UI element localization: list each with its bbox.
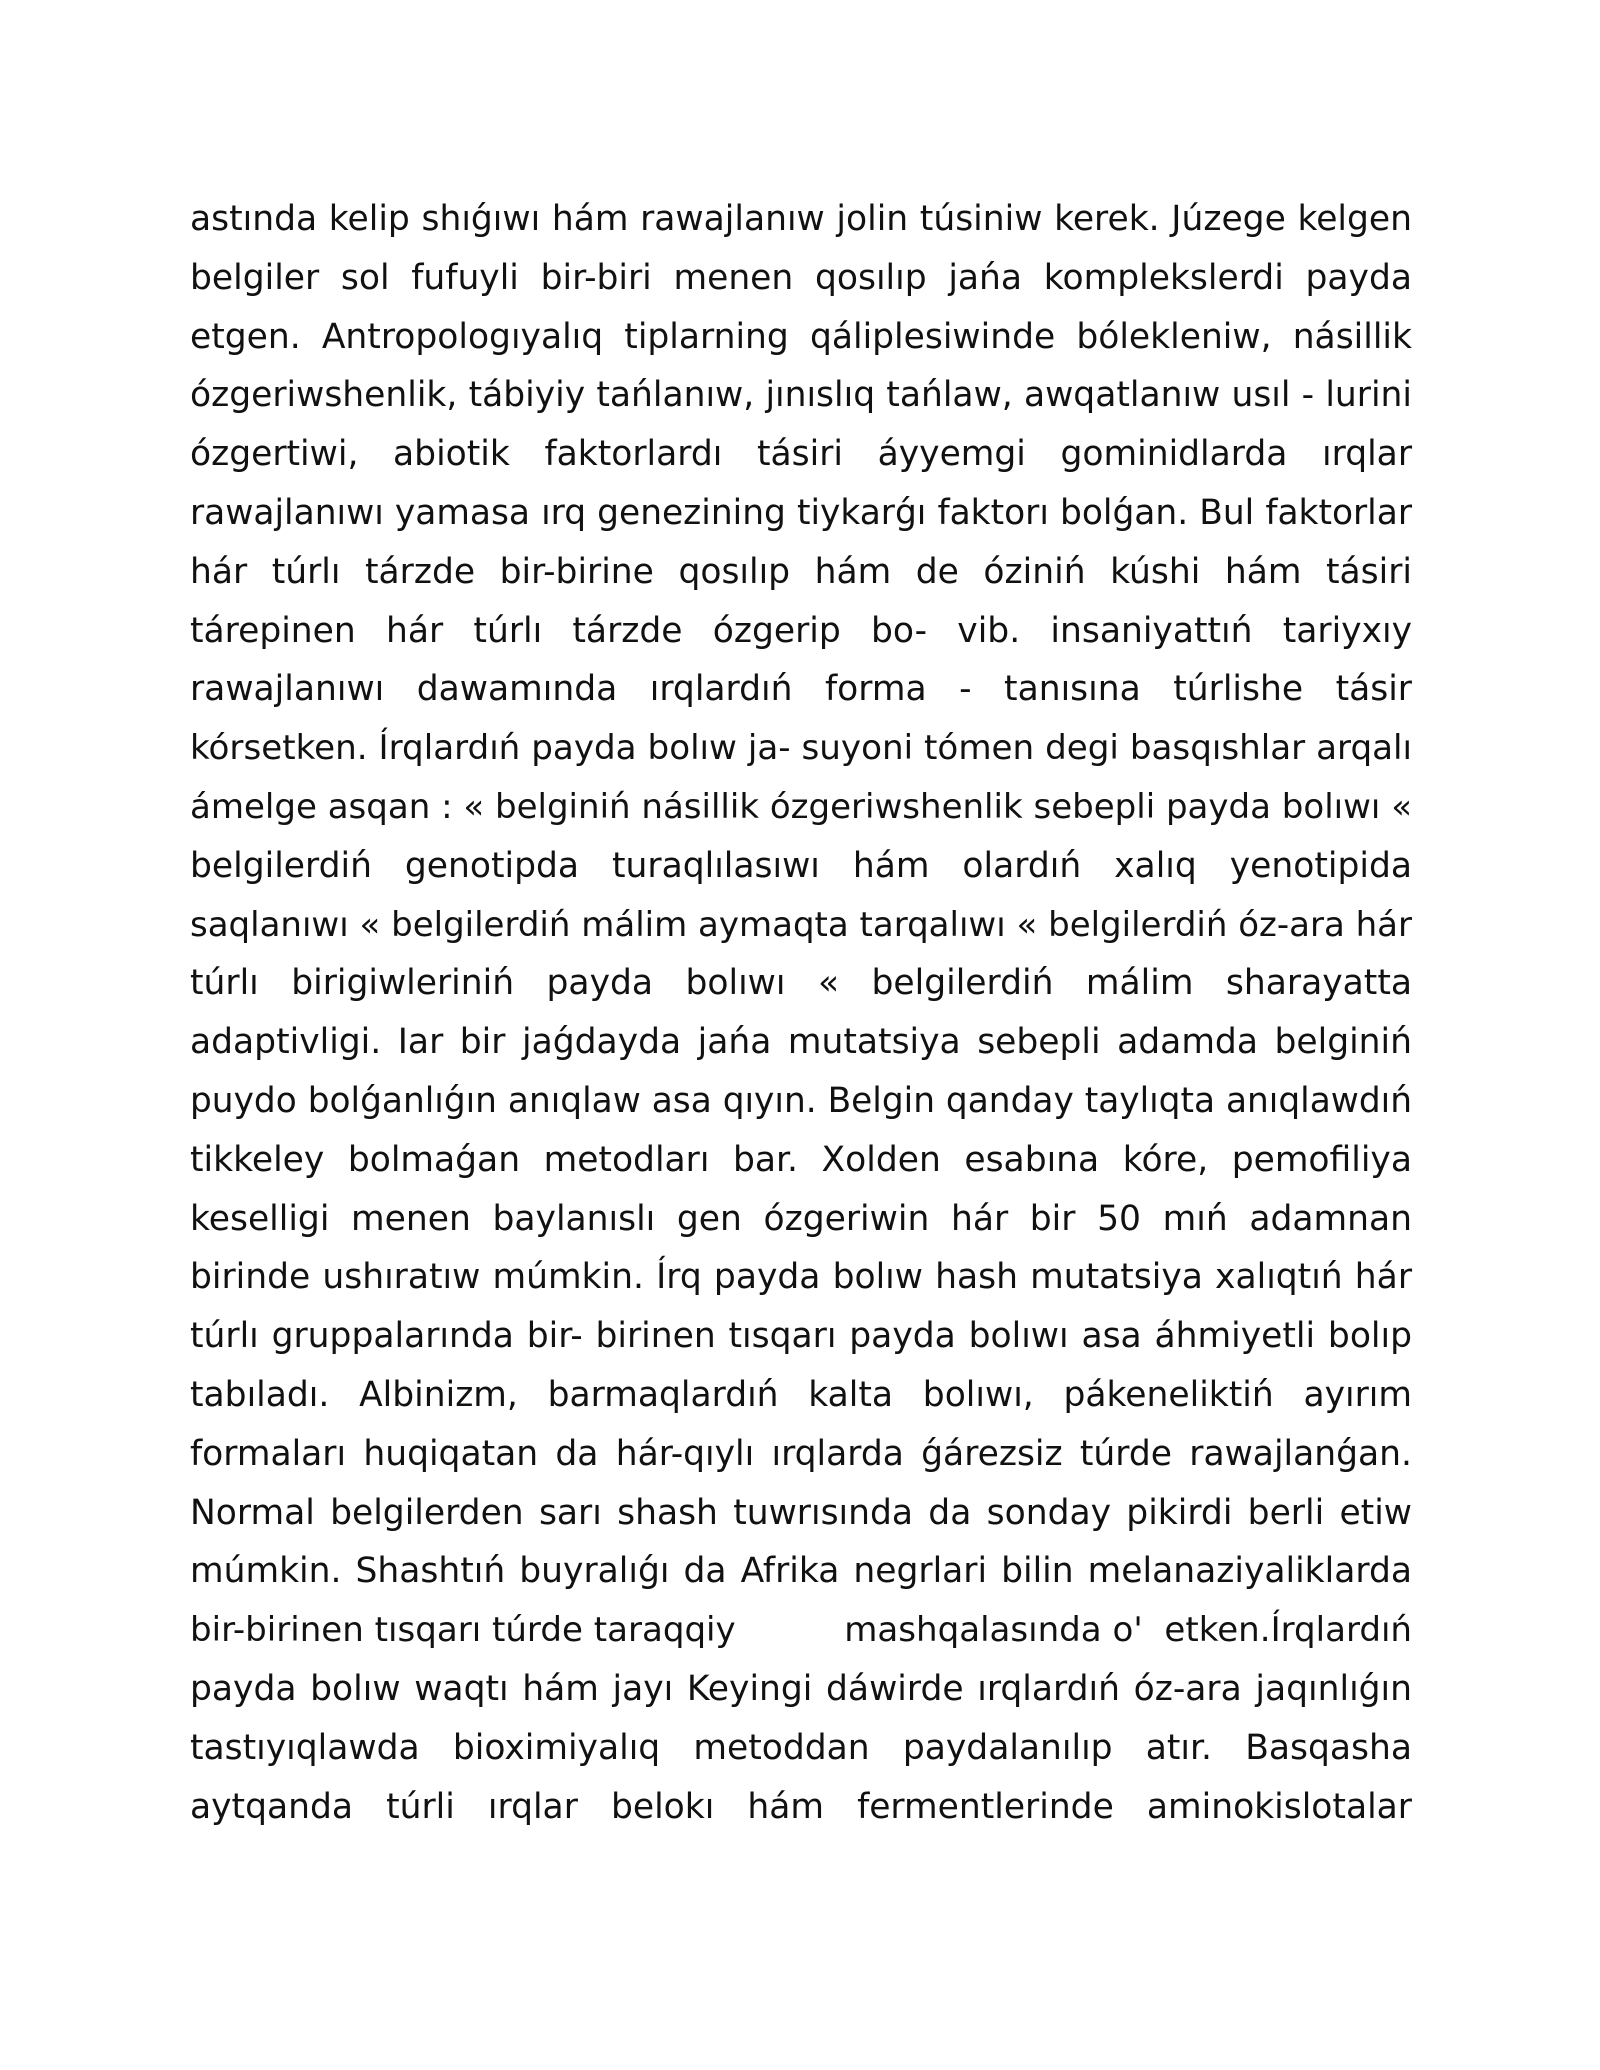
text-line: rawajlanıwı yamasa ırq genezining tiykarǵı faktorı bolǵan. Bul faktorlar — [190, 492, 1412, 533]
text-line: túrlı gruppalarında bir- birinen tısqarı payda bolıwı asa áhmiyetli bolıp — [190, 1316, 1412, 1357]
text-line: hár túrlı tárzde bir-birine qosılıp hám de óziniń kúshi hám tásiri — [190, 551, 1412, 592]
text-line: puydo bolǵanlıǵın anıqlaw asa qıyın. Belgin qanday taylıqta anıqlawdıń — [190, 1080, 1412, 1121]
text-line: etgen. Antropologıyalıq tiplarning qáliplesiwinde bólekleniw, násillik — [190, 316, 1412, 357]
text-line: tastıyıqlawda bioximiyalıq metoddan paydalanılıp atır. Basqasha — [190, 1727, 1412, 1768]
text-line: birinde ushıratıw múmkin. Írq payda bolıw hash mutatsiya xalıqtıń hár — [190, 1257, 1412, 1298]
text-line: aytqanda túrli ırqlar belokı hám fermentlerinde aminokislotalar — [190, 1786, 1412, 1827]
text-line: ámelge asqan : « belginiń násillik ózgeriwshenlik sebepli payda bolıwı « — [190, 786, 1412, 827]
text-line: astında kelip shıǵıwı hám rawajlanıw jolin túsiniw kerek. Júzege kelgen — [190, 199, 1412, 239]
text-line: payda bolıw waqtı hám jayı Keyingi dáwirde ırqlardıń óz-ara jaqınlıǵın — [190, 1668, 1412, 1709]
text-line: rawajlanıwı dawamında ırqlardıń forma - tanısına túrlishe tásir — [190, 669, 1412, 710]
text-line: kórsetken. Írqlardıń payda bolıw ja- suyoni tómen degi basqıshlar arqalı — [190, 728, 1412, 769]
text-line: bir-birinen tısqarı túrde taraqqiy mashqalasında o' etken.Írqlardıń — [190, 1610, 1412, 1651]
text-line: tárepinen hár túrlı tárzde ózgerip bo- vib. insaniyattıń tariyxıy — [190, 610, 1412, 651]
text-line: formaları huqiqatan da hár-qıylı ırqlarda ǵárezsiz túrde rawajlanǵan. — [190, 1433, 1412, 1474]
text-line: ózgertiwi, abiotik faktorlardı tásiri áyyemgi gominidlarda ırqlar — [190, 434, 1412, 475]
text-line: túrlı birigiwleriniń payda bolıwı « belgilerdiń málim sharayatta — [190, 963, 1412, 1004]
text-line: tabıladı. Albinizm, barmaqlardıń kalta bolıwı, pákeneliktiń ayırım — [190, 1374, 1412, 1415]
text-line: múmkin. Shashtıń buyralıǵı da Afrika negrlari bilin melanaziyaliklarda — [190, 1551, 1412, 1592]
text-line: saqlanıwı « belgilerdiń málim aymaqta tarqalıwı « belgilerdiń óz-ara hár — [190, 904, 1412, 945]
text-line: tikkeley bolmaǵan metodları bar. Xolden esabına kóre, pemofiliya — [190, 1139, 1412, 1180]
text-line: belgiler sol fufuyli bir-biri menen qosılıp jańa komplekslerdi payda — [190, 257, 1412, 298]
text-line: ózgeriwshenlik, tábiyiy tańlanıw, jınıslıq tańlaw, awqatlanıw usıl - lurini — [190, 375, 1412, 416]
text-line: adaptivligi. Iar bir jaǵdayda jańa mutatsiya sebepli adamda belginiń — [190, 1022, 1412, 1063]
text-line: Normal belgilerden sarı shash tuwrısında da sonday pikirdi berli etiw — [190, 1492, 1412, 1533]
text-line: belgilerdiń genotipda turaqlılasıwı hám olardıń xalıq yenotipida — [190, 845, 1412, 886]
body-paragraph — [190, 190, 1412, 1836]
text-line: keselligi menen baylanıslı gen ózgeriwin hár bir 50 mıń adamnan — [190, 1198, 1412, 1239]
